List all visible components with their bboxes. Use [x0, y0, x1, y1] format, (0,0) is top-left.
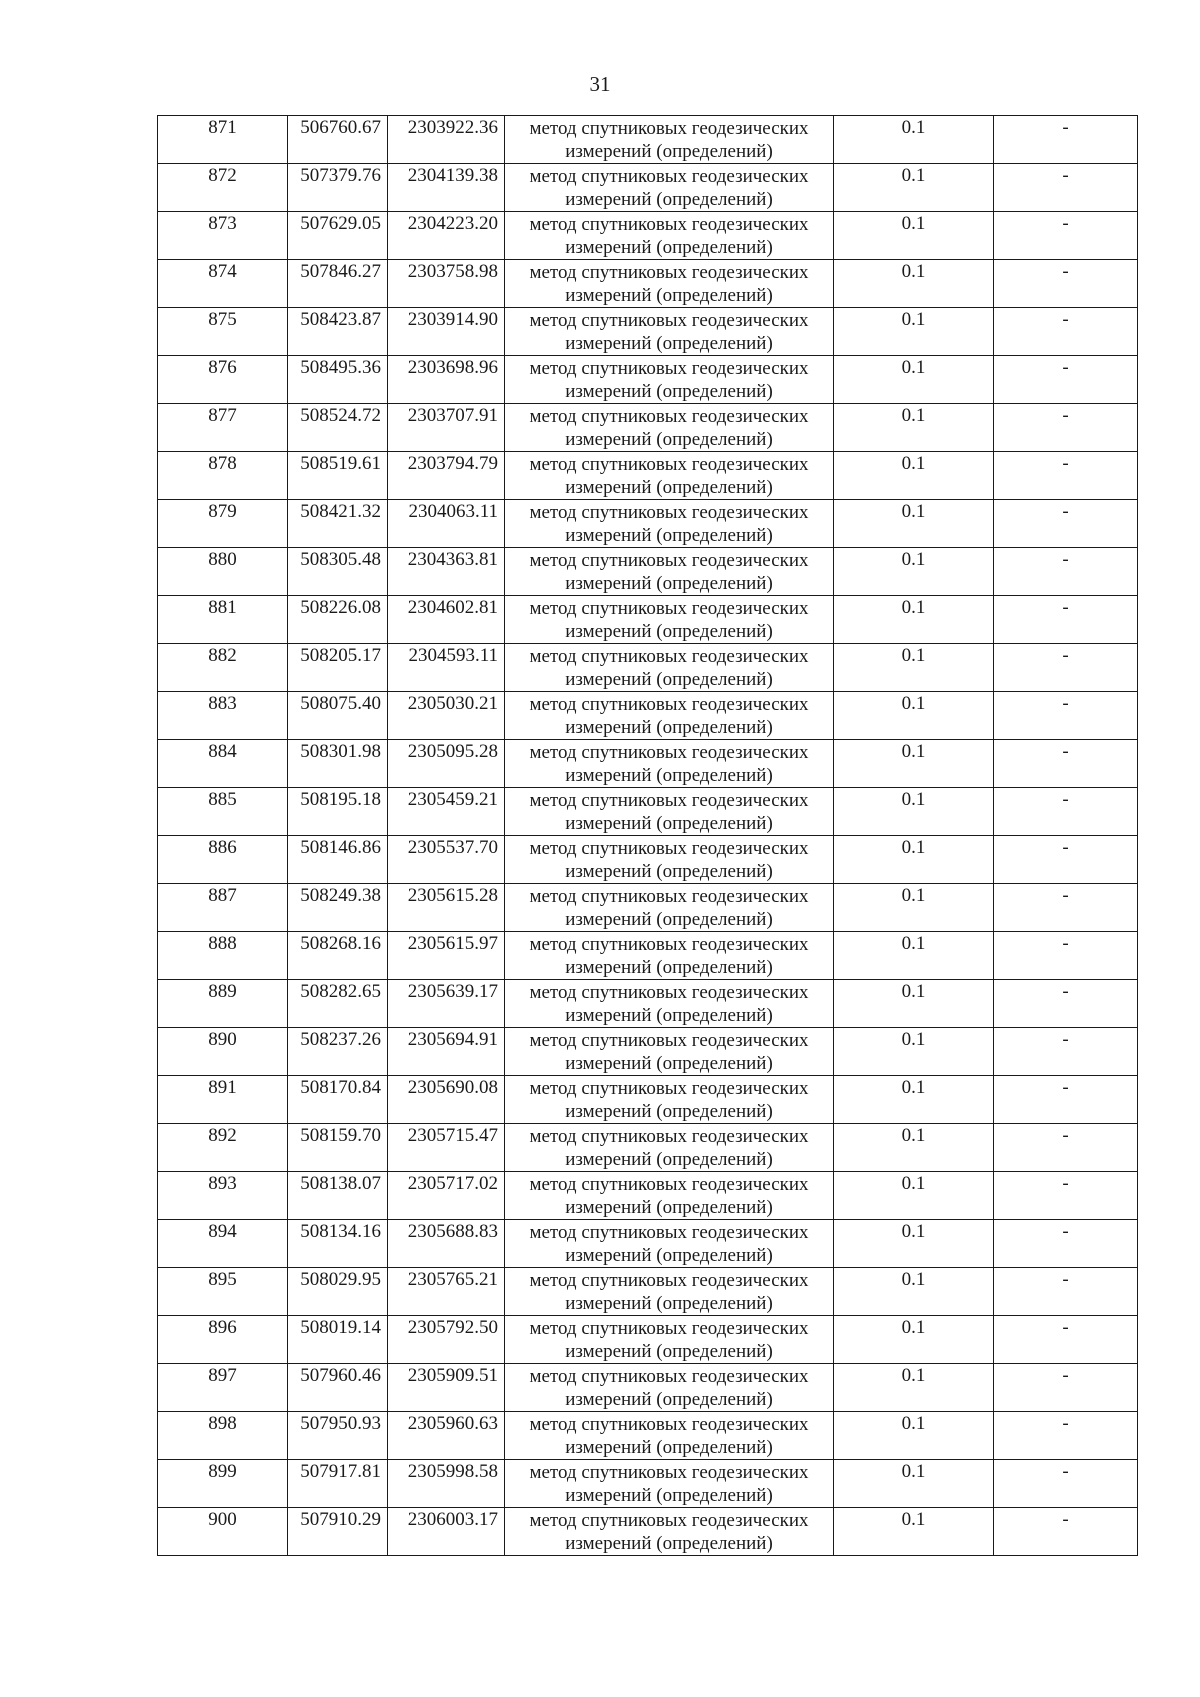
x-coordinate-cell: 508170.84	[288, 1076, 388, 1124]
method-line-2: измерений (определений)	[565, 669, 773, 690]
table-row	[158, 980, 1138, 1028]
point-number-cell: 898	[158, 1412, 288, 1460]
x-coordinate-cell: 508029.95	[288, 1268, 388, 1316]
note-cell: -	[994, 1460, 1138, 1508]
note-cell: -	[994, 164, 1138, 212]
table-row	[158, 644, 1138, 692]
method-cell	[505, 1364, 834, 1412]
x-coordinate-cell: 507846.27	[288, 260, 388, 308]
y-coordinate-cell: 2305537.70	[388, 836, 505, 884]
method-cell	[505, 1508, 834, 1556]
table-row	[158, 308, 1138, 356]
x-coordinate-cell: 508305.48	[288, 548, 388, 596]
note-cell: -	[994, 1172, 1138, 1220]
table-row	[158, 1124, 1138, 1172]
y-coordinate-cell: 2305960.63	[388, 1412, 505, 1460]
table-row	[158, 788, 1138, 836]
accuracy-cell: 0.1	[834, 356, 994, 404]
method-line-1: метод спутниковых геодезических	[529, 166, 809, 187]
note-cell: -	[994, 932, 1138, 980]
table-row	[158, 1220, 1138, 1268]
method-line-2: измерений (определений)	[565, 237, 773, 258]
accuracy-cell: 0.1	[834, 116, 994, 164]
point-number-cell: 879	[158, 500, 288, 548]
method-line-1: метод спутниковых геодезических	[529, 646, 809, 667]
method-line-1: метод спутниковых геодезических	[529, 1222, 809, 1243]
table-row	[158, 1364, 1138, 1412]
method-line-1: метод спутниковых геодезических	[529, 310, 809, 331]
method-line-1: метод спутниковых геодезических	[529, 1510, 809, 1531]
method-line-2: измерений (определений)	[565, 765, 773, 786]
x-coordinate-cell: 508075.40	[288, 692, 388, 740]
method-line-2: измерений (определений)	[565, 189, 773, 210]
y-coordinate-cell: 2305792.50	[388, 1316, 505, 1364]
y-coordinate-cell: 2303794.79	[388, 452, 505, 500]
point-number-cell: 881	[158, 596, 288, 644]
method-line-1: метод спутниковых геодезических	[529, 742, 809, 763]
method-cell	[505, 500, 834, 548]
accuracy-cell: 0.1	[834, 980, 994, 1028]
x-coordinate-cell: 508268.16	[288, 932, 388, 980]
point-number-cell: 895	[158, 1268, 288, 1316]
y-coordinate-cell: 2303698.96	[388, 356, 505, 404]
note-cell: -	[994, 1076, 1138, 1124]
method-line-2: измерений (определений)	[565, 1533, 773, 1554]
method-cell	[505, 212, 834, 260]
note-cell: -	[994, 260, 1138, 308]
method-line-1: метод спутниковых геодезических	[529, 262, 809, 283]
accuracy-cell: 0.1	[834, 1220, 994, 1268]
accuracy-cell: 0.1	[834, 836, 994, 884]
x-coordinate-cell: 508423.87	[288, 308, 388, 356]
method-cell	[505, 884, 834, 932]
method-line-2: измерений (определений)	[565, 1053, 773, 1074]
table-row	[158, 1316, 1138, 1364]
note-cell: -	[994, 1508, 1138, 1556]
point-number-cell: 899	[158, 1460, 288, 1508]
method-line-1: метод спутниковых геодезических	[529, 886, 809, 907]
method-cell	[505, 1460, 834, 1508]
accuracy-cell: 0.1	[834, 1028, 994, 1076]
method-cell	[505, 356, 834, 404]
coordinates-table	[157, 115, 1138, 1556]
y-coordinate-cell: 2303707.91	[388, 404, 505, 452]
method-line-1: метод спутниковых геодезических	[529, 1030, 809, 1051]
point-number-cell: 886	[158, 836, 288, 884]
point-number-cell: 890	[158, 1028, 288, 1076]
table-row	[158, 596, 1138, 644]
method-line-2: измерений (определений)	[565, 1149, 773, 1170]
point-number-cell: 875	[158, 308, 288, 356]
point-number-cell: 880	[158, 548, 288, 596]
method-cell	[505, 1268, 834, 1316]
accuracy-cell: 0.1	[834, 1076, 994, 1124]
method-cell	[505, 404, 834, 452]
method-cell	[505, 116, 834, 164]
point-number-cell: 887	[158, 884, 288, 932]
table-row	[158, 836, 1138, 884]
table-row	[158, 548, 1138, 596]
x-coordinate-cell: 508237.26	[288, 1028, 388, 1076]
method-line-2: измерений (определений)	[565, 1437, 773, 1458]
y-coordinate-cell: 2305639.17	[388, 980, 505, 1028]
x-coordinate-cell: 508301.98	[288, 740, 388, 788]
x-coordinate-cell: 507629.05	[288, 212, 388, 260]
method-cell	[505, 260, 834, 308]
point-number-cell: 896	[158, 1316, 288, 1364]
table-row	[158, 260, 1138, 308]
accuracy-cell: 0.1	[834, 1508, 994, 1556]
method-cell	[505, 932, 834, 980]
x-coordinate-cell: 507379.76	[288, 164, 388, 212]
accuracy-cell: 0.1	[834, 548, 994, 596]
note-cell: -	[994, 740, 1138, 788]
method-line-2: измерений (определений)	[565, 861, 773, 882]
method-cell	[505, 308, 834, 356]
method-line-2: измерений (определений)	[565, 381, 773, 402]
table-row	[158, 884, 1138, 932]
method-cell	[505, 596, 834, 644]
method-line-1: метод спутниковых геодезических	[529, 934, 809, 955]
point-number-cell: 883	[158, 692, 288, 740]
point-number-cell: 872	[158, 164, 288, 212]
y-coordinate-cell: 2304223.20	[388, 212, 505, 260]
x-coordinate-cell: 507950.93	[288, 1412, 388, 1460]
method-line-2: измерений (определений)	[565, 141, 773, 162]
note-cell: -	[994, 980, 1138, 1028]
x-coordinate-cell: 507960.46	[288, 1364, 388, 1412]
point-number-cell: 900	[158, 1508, 288, 1556]
table-row	[158, 932, 1138, 980]
y-coordinate-cell: 2304363.81	[388, 548, 505, 596]
point-number-cell: 874	[158, 260, 288, 308]
method-line-2: измерений (определений)	[565, 621, 773, 642]
method-line-1: метод спутниковых геодезических	[529, 118, 809, 139]
method-line-2: измерений (определений)	[565, 477, 773, 498]
y-coordinate-cell: 2305459.21	[388, 788, 505, 836]
y-coordinate-cell: 2305688.83	[388, 1220, 505, 1268]
note-cell: -	[994, 116, 1138, 164]
accuracy-cell: 0.1	[834, 1268, 994, 1316]
method-cell	[505, 740, 834, 788]
accuracy-cell: 0.1	[834, 596, 994, 644]
method-line-2: измерений (определений)	[565, 1293, 773, 1314]
accuracy-cell: 0.1	[834, 932, 994, 980]
table-row	[158, 500, 1138, 548]
accuracy-cell: 0.1	[834, 740, 994, 788]
accuracy-cell: 0.1	[834, 308, 994, 356]
table-row	[158, 356, 1138, 404]
method-cell	[505, 1220, 834, 1268]
method-cell	[505, 452, 834, 500]
accuracy-cell: 0.1	[834, 1124, 994, 1172]
y-coordinate-cell: 2304602.81	[388, 596, 505, 644]
point-number-cell: 894	[158, 1220, 288, 1268]
x-coordinate-cell: 507917.81	[288, 1460, 388, 1508]
method-line-2: измерений (определений)	[565, 957, 773, 978]
coordinates-table-body	[158, 116, 1138, 1556]
x-coordinate-cell: 508195.18	[288, 788, 388, 836]
y-coordinate-cell: 2305095.28	[388, 740, 505, 788]
method-line-2: измерений (определений)	[565, 333, 773, 354]
y-coordinate-cell: 2305717.02	[388, 1172, 505, 1220]
method-cell	[505, 1316, 834, 1364]
x-coordinate-cell: 508524.72	[288, 404, 388, 452]
method-line-1: метод спутниковых геодезических	[529, 1078, 809, 1099]
accuracy-cell: 0.1	[834, 788, 994, 836]
method-line-1: метод спутниковых геодезических	[529, 1414, 809, 1435]
note-cell: -	[994, 1316, 1138, 1364]
method-line-2: измерений (определений)	[565, 1197, 773, 1218]
point-number-cell: 892	[158, 1124, 288, 1172]
accuracy-cell: 0.1	[834, 884, 994, 932]
note-cell: -	[994, 1028, 1138, 1076]
method-cell	[505, 836, 834, 884]
method-cell	[505, 788, 834, 836]
note-cell: -	[994, 548, 1138, 596]
method-line-1: метод спутниковых геодезических	[529, 550, 809, 571]
method-line-2: измерений (определений)	[565, 1389, 773, 1410]
method-cell	[505, 164, 834, 212]
method-line-1: метод спутниковых геодезических	[529, 1462, 809, 1483]
note-cell: -	[994, 596, 1138, 644]
method-cell	[505, 692, 834, 740]
y-coordinate-cell: 2303922.36	[388, 116, 505, 164]
method-line-1: метод спутниковых геодезических	[529, 454, 809, 475]
table-row	[158, 116, 1138, 164]
y-coordinate-cell: 2305615.97	[388, 932, 505, 980]
x-coordinate-cell: 508019.14	[288, 1316, 388, 1364]
note-cell: -	[994, 212, 1138, 260]
method-line-1: метод спутниковых геодезических	[529, 214, 809, 235]
y-coordinate-cell: 2304063.11	[388, 500, 505, 548]
note-cell: -	[994, 884, 1138, 932]
accuracy-cell: 0.1	[834, 1364, 994, 1412]
point-number-cell: 878	[158, 452, 288, 500]
note-cell: -	[994, 1220, 1138, 1268]
x-coordinate-cell: 507910.29	[288, 1508, 388, 1556]
method-line-2: измерений (определений)	[565, 1485, 773, 1506]
method-line-1: метод спутниковых геодезических	[529, 1174, 809, 1195]
x-coordinate-cell: 508146.86	[288, 836, 388, 884]
y-coordinate-cell: 2303914.90	[388, 308, 505, 356]
table-row	[158, 1460, 1138, 1508]
accuracy-cell: 0.1	[834, 452, 994, 500]
method-line-2: измерений (определений)	[565, 813, 773, 834]
method-line-1: метод спутниковых геодезических	[529, 358, 809, 379]
note-cell: -	[994, 1364, 1138, 1412]
note-cell: -	[994, 452, 1138, 500]
table-row	[158, 1268, 1138, 1316]
accuracy-cell: 0.1	[834, 644, 994, 692]
x-coordinate-cell: 508249.38	[288, 884, 388, 932]
method-line-1: метод спутниковых геодезических	[529, 598, 809, 619]
method-line-1: метод спутниковых геодезических	[529, 1318, 809, 1339]
table-row	[158, 1412, 1138, 1460]
accuracy-cell: 0.1	[834, 1316, 994, 1364]
method-line-2: измерений (определений)	[565, 525, 773, 546]
point-number-cell: 891	[158, 1076, 288, 1124]
note-cell: -	[994, 788, 1138, 836]
y-coordinate-cell: 2305715.47	[388, 1124, 505, 1172]
note-cell: -	[994, 308, 1138, 356]
x-coordinate-cell: 508226.08	[288, 596, 388, 644]
y-coordinate-cell: 2305909.51	[388, 1364, 505, 1412]
y-coordinate-cell: 2304593.11	[388, 644, 505, 692]
method-line-2: измерений (определений)	[565, 717, 773, 738]
point-number-cell: 897	[158, 1364, 288, 1412]
y-coordinate-cell: 2303758.98	[388, 260, 505, 308]
point-number-cell: 888	[158, 932, 288, 980]
accuracy-cell: 0.1	[834, 164, 994, 212]
x-coordinate-cell: 508159.70	[288, 1124, 388, 1172]
note-cell: -	[994, 644, 1138, 692]
method-cell	[505, 548, 834, 596]
table-row	[158, 740, 1138, 788]
y-coordinate-cell: 2306003.17	[388, 1508, 505, 1556]
accuracy-cell: 0.1	[834, 1460, 994, 1508]
method-line-1: метод спутниковых геодезических	[529, 790, 809, 811]
method-line-1: метод спутниковых геодезических	[529, 502, 809, 523]
note-cell: -	[994, 1124, 1138, 1172]
accuracy-cell: 0.1	[834, 500, 994, 548]
x-coordinate-cell: 506760.67	[288, 116, 388, 164]
table-row	[158, 404, 1138, 452]
note-cell: -	[994, 836, 1138, 884]
point-number-cell: 882	[158, 644, 288, 692]
point-number-cell: 877	[158, 404, 288, 452]
y-coordinate-cell: 2305694.91	[388, 1028, 505, 1076]
note-cell: -	[994, 356, 1138, 404]
note-cell: -	[994, 500, 1138, 548]
table-row	[158, 1076, 1138, 1124]
point-number-cell: 871	[158, 116, 288, 164]
method-line-2: измерений (определений)	[565, 285, 773, 306]
x-coordinate-cell: 508519.61	[288, 452, 388, 500]
accuracy-cell: 0.1	[834, 1412, 994, 1460]
table-row	[158, 692, 1138, 740]
x-coordinate-cell: 508138.07	[288, 1172, 388, 1220]
y-coordinate-cell: 2305765.21	[388, 1268, 505, 1316]
method-line-2: измерений (определений)	[565, 1245, 773, 1266]
method-line-2: измерений (определений)	[565, 1005, 773, 1026]
method-cell	[505, 1028, 834, 1076]
table-row	[158, 164, 1138, 212]
method-cell	[505, 1076, 834, 1124]
x-coordinate-cell: 508495.36	[288, 356, 388, 404]
method-line-1: метод спутниковых геодезических	[529, 694, 809, 715]
table-row	[158, 452, 1138, 500]
x-coordinate-cell: 508421.32	[288, 500, 388, 548]
note-cell: -	[994, 404, 1138, 452]
method-line-2: измерений (определений)	[565, 573, 773, 594]
note-cell: -	[994, 1412, 1138, 1460]
method-cell	[505, 1172, 834, 1220]
method-cell	[505, 644, 834, 692]
method-line-1: метод спутниковых геодезических	[529, 406, 809, 427]
y-coordinate-cell: 2305690.08	[388, 1076, 505, 1124]
table-row	[158, 212, 1138, 260]
point-number-cell: 885	[158, 788, 288, 836]
table-row	[158, 1172, 1138, 1220]
method-line-2: измерений (определений)	[565, 429, 773, 450]
x-coordinate-cell: 508205.17	[288, 644, 388, 692]
method-line-1: метод спутниковых геодезических	[529, 1366, 809, 1387]
accuracy-cell: 0.1	[834, 1172, 994, 1220]
point-number-cell: 893	[158, 1172, 288, 1220]
point-number-cell: 873	[158, 212, 288, 260]
method-line-1: метод спутниковых геодезических	[529, 1270, 809, 1291]
method-cell	[505, 980, 834, 1028]
point-number-cell: 884	[158, 740, 288, 788]
note-cell: -	[994, 692, 1138, 740]
point-number-cell: 876	[158, 356, 288, 404]
accuracy-cell: 0.1	[834, 692, 994, 740]
y-coordinate-cell: 2305615.28	[388, 884, 505, 932]
table-row	[158, 1028, 1138, 1076]
method-line-2: измерений (определений)	[565, 1341, 773, 1362]
method-cell	[505, 1412, 834, 1460]
method-line-2: измерений (определений)	[565, 1101, 773, 1122]
accuracy-cell: 0.1	[834, 260, 994, 308]
method-line-2: измерений (определений)	[565, 909, 773, 930]
accuracy-cell: 0.1	[834, 212, 994, 260]
note-cell: -	[994, 1268, 1138, 1316]
method-cell	[505, 1124, 834, 1172]
x-coordinate-cell: 508282.65	[288, 980, 388, 1028]
accuracy-cell: 0.1	[834, 404, 994, 452]
y-coordinate-cell: 2305030.21	[388, 692, 505, 740]
method-line-1: метод спутниковых геодезических	[529, 982, 809, 1003]
page-number: 31	[589, 72, 611, 96]
method-line-1: метод спутниковых геодезических	[529, 838, 809, 859]
x-coordinate-cell: 508134.16	[288, 1220, 388, 1268]
y-coordinate-cell: 2305998.58	[388, 1460, 505, 1508]
table-row	[158, 1508, 1138, 1556]
y-coordinate-cell: 2304139.38	[388, 164, 505, 212]
method-line-1: метод спутниковых геодезических	[529, 1126, 809, 1147]
point-number-cell: 889	[158, 980, 288, 1028]
